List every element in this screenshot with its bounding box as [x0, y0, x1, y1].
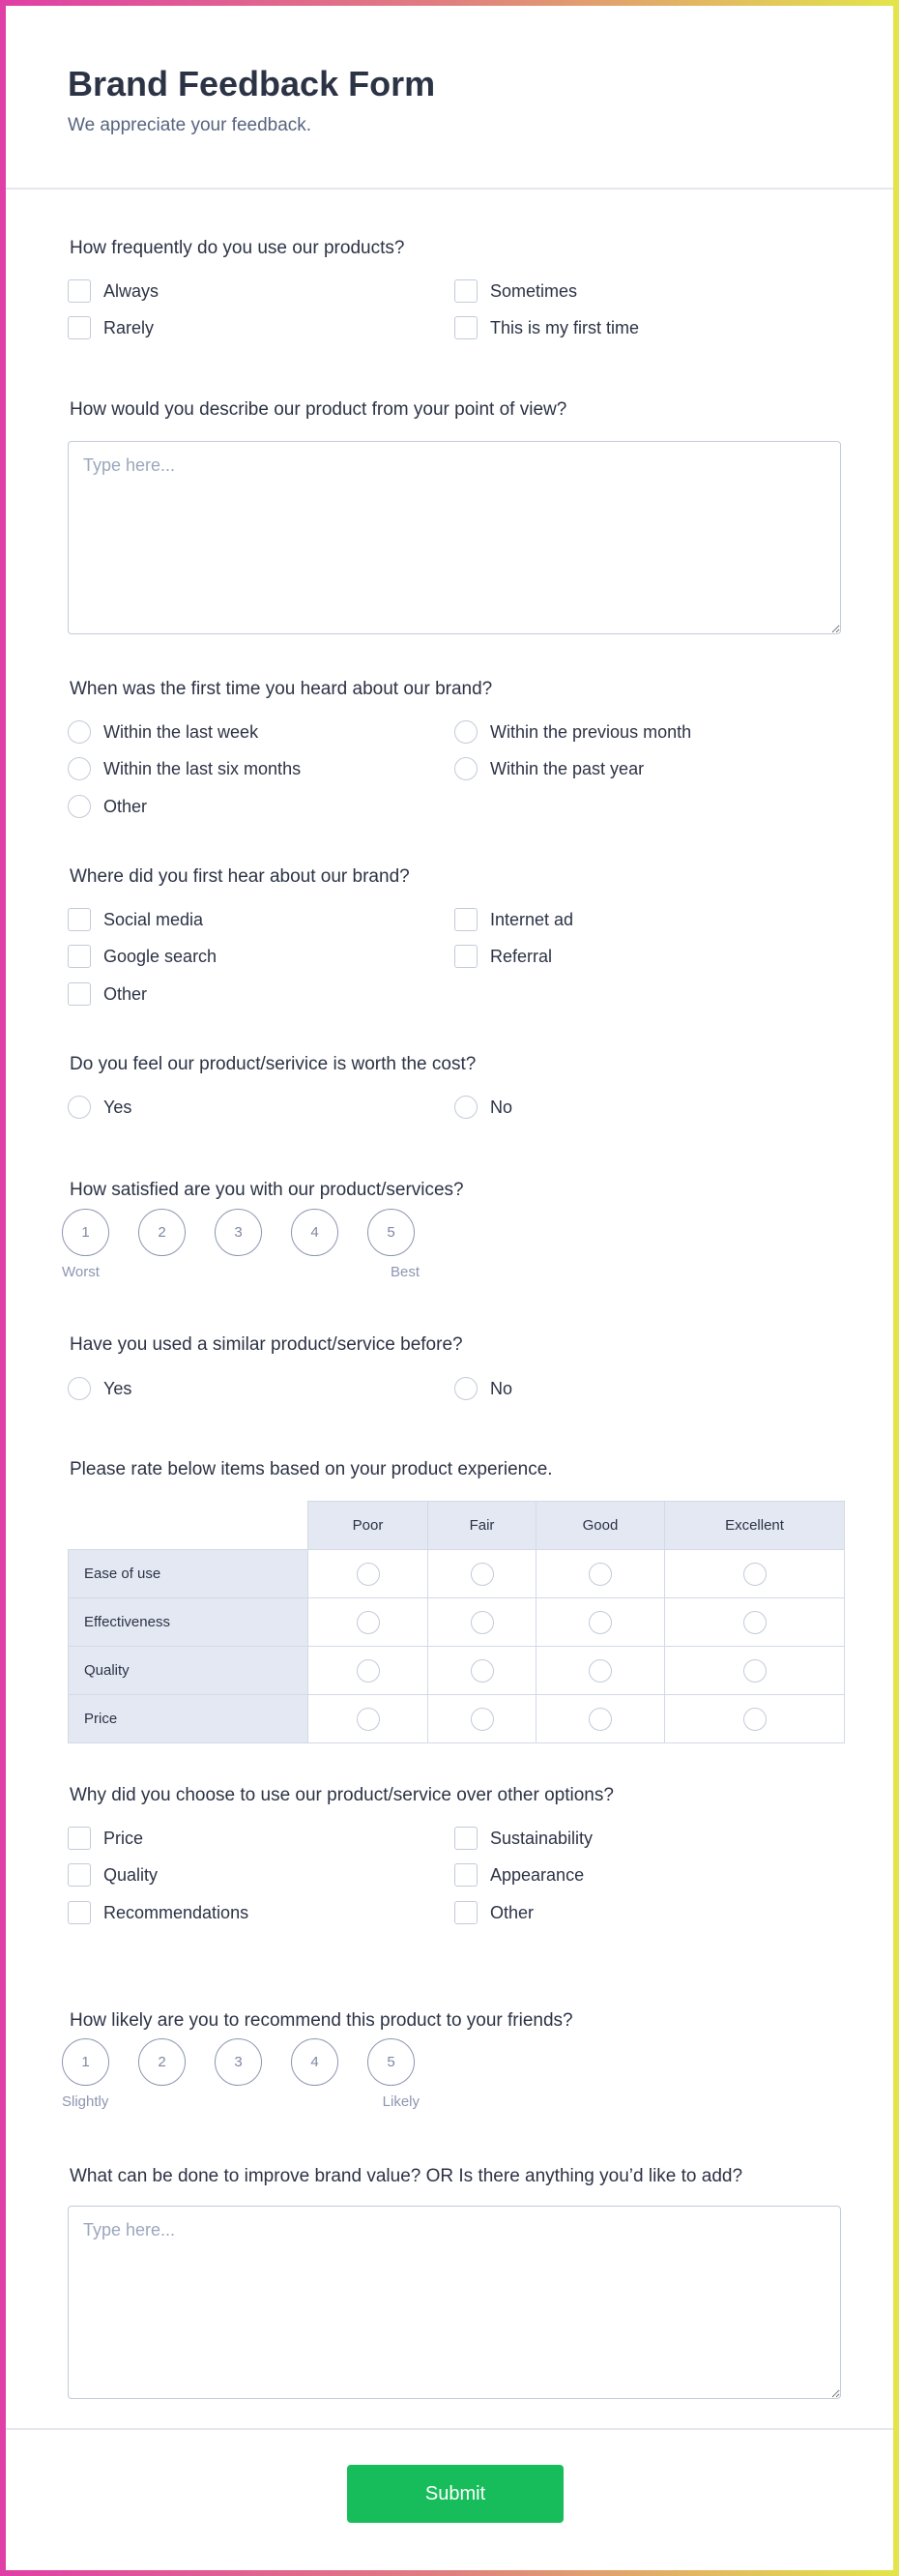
matrix-radio[interactable]	[589, 1563, 612, 1586]
question-label: Have you used a similar product/service before?	[70, 1334, 463, 1355]
textarea-placeholder: Type here...	[83, 2220, 176, 2239]
matrix-cell	[308, 1695, 428, 1743]
answer-field	[68, 441, 841, 634]
matrix-row-label: Ease of use	[69, 1550, 308, 1598]
checkbox-option[interactable]	[68, 945, 217, 968]
checkbox[interactable]	[454, 1827, 478, 1850]
option-label: Recommendations	[103, 1902, 249, 1922]
question-label: How satisfied are you with our product/services?	[70, 1180, 464, 1200]
checkbox-option[interactable]	[454, 1827, 593, 1850]
matrix-column-header: Good	[536, 1502, 665, 1550]
scale-max-label: Best	[390, 1264, 420, 1280]
checkbox-option[interactable]	[68, 316, 154, 339]
matrix-cell	[308, 1550, 428, 1598]
question-label: How likely are you to recommend this product to your friends?	[70, 2010, 573, 2031]
option-label: Internet ad	[490, 909, 574, 929]
textarea-placeholder: Type here...	[83, 455, 176, 475]
matrix-cell	[536, 1647, 665, 1695]
checkbox-option[interactable]	[454, 908, 573, 931]
question-label: Where did you first hear about our brand?	[70, 866, 410, 887]
matrix-column-header: Excellent	[665, 1502, 845, 1550]
question-label: Why did you choose to use our product/service over other options?	[70, 1785, 614, 1805]
scale-min-label: Worst	[62, 1264, 100, 1280]
header-divider	[6, 188, 893, 190]
matrix-row	[69, 1550, 845, 1598]
rating-option-4[interactable]: 4	[291, 2038, 338, 2086]
option-label: Within the past year	[490, 758, 645, 778]
matrix-radio[interactable]	[357, 1659, 380, 1683]
checkbox[interactable]	[454, 908, 478, 931]
option-label: This is my first time	[490, 317, 640, 337]
matrix-cell	[428, 1550, 536, 1598]
matrix-radio[interactable]	[471, 1611, 494, 1634]
checkbox-option[interactable]	[68, 982, 147, 1006]
matrix-row-label: Quality	[69, 1647, 308, 1695]
matrix-header-row	[69, 1502, 845, 1550]
option-label: Always	[103, 280, 160, 301]
option-label: Social media	[103, 909, 204, 929]
checkbox[interactable]	[454, 945, 478, 968]
checkbox[interactable]	[454, 1901, 478, 1924]
question-label: What can be done to improve brand value? OR Is there anything you’d like to add?	[70, 2166, 743, 2186]
matrix-corner	[69, 1502, 308, 1550]
rating-option-1[interactable]: 1	[62, 1209, 109, 1256]
matrix-row-label: Effectiveness	[69, 1598, 308, 1647]
option-label: Rarely	[103, 317, 155, 337]
form-subtitle: We appreciate your feedback.	[68, 115, 312, 135]
checkbox[interactable]	[454, 279, 478, 303]
option-label: Other	[103, 983, 148, 1004]
matrix-column-header: Fair	[428, 1502, 536, 1550]
matrix-cell	[536, 1550, 665, 1598]
option-label: No	[490, 1378, 513, 1398]
rating-option-5[interactable]: 5	[367, 1209, 415, 1256]
option-label: Other	[490, 1902, 535, 1922]
matrix-cell	[428, 1647, 536, 1695]
checkbox[interactable]	[68, 316, 91, 339]
checkbox[interactable]	[68, 982, 91, 1006]
checkbox-option[interactable]	[454, 1901, 534, 1924]
rating-option-1[interactable]: 1	[62, 2038, 109, 2086]
checkbox-option[interactable]	[68, 279, 159, 303]
matrix-cell	[665, 1550, 845, 1598]
matrix-radio[interactable]	[589, 1659, 612, 1683]
rating-option-4[interactable]: 4	[291, 1209, 338, 1256]
radio-option[interactable]	[68, 1377, 131, 1400]
radio-option[interactable]	[68, 757, 301, 780]
matrix-radio[interactable]	[589, 1708, 612, 1731]
matrix-cell	[665, 1647, 845, 1695]
matrix-radio[interactable]	[743, 1659, 767, 1683]
option-label: Google search	[103, 946, 218, 966]
checkbox-option[interactable]	[454, 1863, 584, 1887]
radio-button[interactable]	[68, 1377, 91, 1400]
matrix-radio[interactable]	[743, 1563, 767, 1586]
matrix-row-label: Price	[69, 1695, 308, 1743]
rating-matrix	[68, 1501, 845, 1743]
option-label: No	[490, 1097, 513, 1117]
scale-min-label: Slightly	[62, 2093, 109, 2110]
checkbox-option[interactable]	[454, 945, 552, 968]
matrix-row	[69, 1695, 845, 1743]
rating-option-2[interactable]: 2	[138, 2038, 186, 2086]
form-card	[6, 6, 893, 2570]
radio-option[interactable]	[454, 720, 691, 744]
matrix-radio[interactable]	[357, 1708, 380, 1731]
option-label: Within the previous month	[490, 721, 692, 742]
matrix-cell	[536, 1695, 665, 1743]
rating-scale	[62, 1209, 415, 1256]
rating-option-5[interactable]: 5	[367, 2038, 415, 2086]
matrix-cell	[428, 1695, 536, 1743]
matrix-cell	[308, 1647, 428, 1695]
option-label: Within the last week	[103, 721, 259, 742]
option-label: Yes	[103, 1378, 132, 1398]
matrix-row	[69, 1647, 845, 1695]
answer-textarea[interactable]	[68, 441, 841, 634]
option-label: Yes	[103, 1097, 132, 1117]
matrix-cell	[665, 1695, 845, 1743]
matrix-column-header: Poor	[308, 1502, 428, 1550]
radio-button[interactable]	[68, 1096, 91, 1119]
checkbox-option[interactable]	[68, 1901, 248, 1924]
submit-button[interactable]: Submit	[347, 2465, 564, 2523]
checkbox[interactable]	[454, 316, 478, 339]
matrix-radio[interactable]	[471, 1563, 494, 1586]
checkbox-option[interactable]	[454, 279, 577, 303]
matrix-radio[interactable]	[357, 1563, 380, 1586]
rating-option-3[interactable]: 3	[215, 1209, 262, 1256]
checkbox-option[interactable]	[68, 908, 203, 931]
radio-button[interactable]	[454, 1096, 478, 1119]
matrix-cell	[536, 1598, 665, 1647]
option-label: Other	[103, 796, 148, 816]
radio-button[interactable]	[454, 1377, 478, 1400]
radio-option[interactable]	[68, 720, 258, 744]
radio-button[interactable]	[68, 757, 91, 780]
matrix-cell	[665, 1598, 845, 1647]
question-label: Do you feel our product/serivice is worth the cost?	[70, 1054, 477, 1074]
option-label: Sometimes	[490, 280, 578, 301]
checkbox[interactable]	[68, 279, 91, 303]
option-label: Sustainability	[490, 1828, 594, 1848]
footer-divider	[6, 2428, 893, 2430]
question-label: When was the first time you heard about our brand?	[70, 679, 493, 699]
matrix-radio[interactable]	[471, 1659, 494, 1683]
radio-option[interactable]	[454, 1377, 512, 1400]
scale-max-label: Likely	[382, 2093, 420, 2110]
radio-button[interactable]	[454, 757, 478, 780]
matrix-row	[69, 1598, 845, 1647]
rating-option-3[interactable]: 3	[215, 2038, 262, 2086]
radio-option[interactable]	[68, 795, 147, 818]
radio-option[interactable]	[68, 1096, 131, 1119]
checkbox-option[interactable]	[68, 1863, 158, 1887]
radio-option[interactable]	[454, 757, 644, 780]
question-label: How frequently do you use our products?	[70, 238, 405, 258]
checkbox[interactable]	[454, 1863, 478, 1887]
checkbox-option[interactable]	[68, 1827, 143, 1850]
option-label: Price	[103, 1828, 144, 1848]
rating-scale	[62, 2038, 415, 2086]
matrix-radio[interactable]	[471, 1708, 494, 1731]
option-label: Within the last six months	[103, 758, 302, 778]
question-label: Please rate below items based on your product experience.	[70, 1459, 553, 1479]
radio-button[interactable]	[68, 795, 91, 818]
radio-option[interactable]	[454, 1096, 512, 1119]
option-label: Appearance	[490, 1864, 585, 1885]
matrix-radio[interactable]	[743, 1708, 767, 1731]
checkbox[interactable]	[68, 1827, 91, 1850]
option-label: Referral	[490, 946, 553, 966]
matrix-cell	[308, 1598, 428, 1647]
checkbox-option[interactable]	[454, 316, 639, 339]
answer-field	[68, 2206, 841, 2399]
matrix-radio[interactable]	[589, 1611, 612, 1634]
checkbox[interactable]	[68, 1901, 91, 1924]
option-label: Quality	[103, 1864, 159, 1885]
matrix-cell	[428, 1598, 536, 1647]
rating-option-2[interactable]: 2	[138, 1209, 186, 1256]
answer-textarea[interactable]	[68, 2206, 841, 2399]
checkbox[interactable]	[68, 1863, 91, 1887]
form-title: Brand Feedback Form	[68, 64, 436, 103]
matrix-radio[interactable]	[743, 1611, 767, 1634]
checkbox[interactable]	[68, 945, 91, 968]
radio-button[interactable]	[68, 720, 91, 744]
checkbox[interactable]	[68, 908, 91, 931]
matrix-radio[interactable]	[357, 1611, 380, 1634]
question-label: How would you describe our product from your point of view?	[70, 399, 567, 420]
radio-button[interactable]	[454, 720, 478, 744]
